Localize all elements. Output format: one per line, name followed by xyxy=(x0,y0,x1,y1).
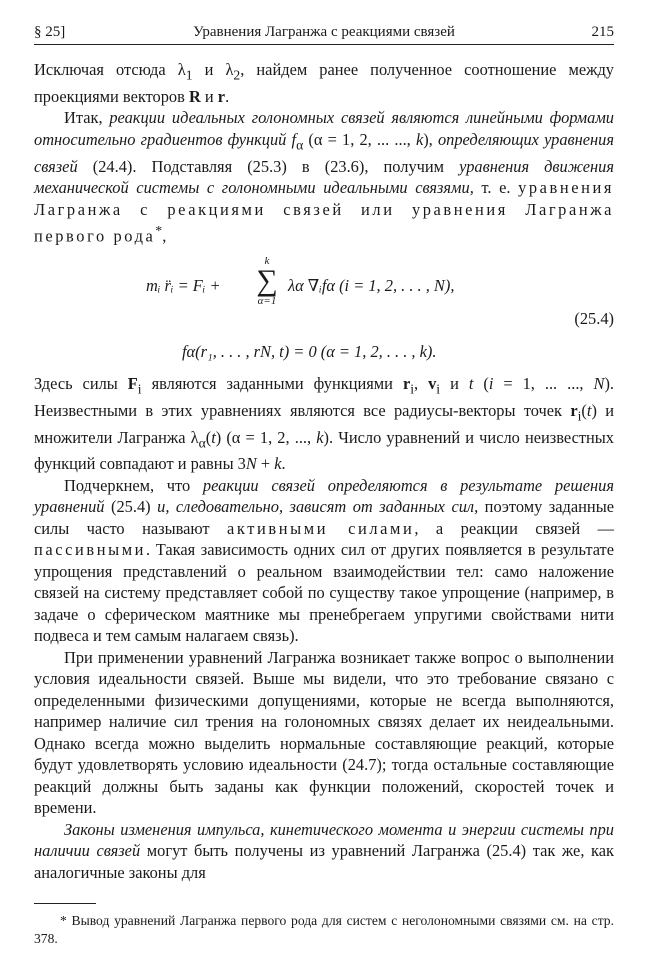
text-run: ( xyxy=(205,427,212,447)
book-page xyxy=(34,22,614,948)
sum-lower-limit: α=1 xyxy=(257,295,277,308)
text-run: . xyxy=(281,454,286,474)
text-run: k xyxy=(316,427,324,447)
paragraph-6 xyxy=(34,819,614,884)
text-run: i xyxy=(137,381,142,397)
equation-line1-left: mᵢ r̈ᵢ = Fᵢ + xyxy=(146,276,221,296)
text-run: реакции идеальных голономных связей являются линейными формами относительно градиентов функций xyxy=(34,108,614,149)
equation-tag: (25.4) xyxy=(574,309,614,329)
text-run: Законы изменения импульса, кинетического момента и энергии системы при наличии связей xyxy=(34,819,614,861)
text-run: ), xyxy=(423,129,438,149)
equation-line1-right: λα ∇ᵢfα (i = 1, 2, . . . , N), xyxy=(288,276,455,296)
text-run: F xyxy=(127,374,138,394)
equation-line2: fα(r₁, . . . , rN, t) = 0 (α = 1, 2, . . . , k). xyxy=(182,342,437,362)
text-run: α xyxy=(296,137,304,153)
summation xyxy=(252,255,282,307)
running-header xyxy=(34,22,614,45)
text-run: , xyxy=(414,374,429,394)
page-number: 215 xyxy=(591,24,614,40)
text-run: α xyxy=(198,434,206,450)
text-run: . xyxy=(225,86,230,106)
text-run: ( xyxy=(581,400,587,420)
text-run: Итак, xyxy=(64,108,110,128)
text-run: ). Число уравнений и число неизвестных функций совпадают и равны 3 xyxy=(34,427,615,474)
text-run: и, следовательно, зависят от заданных сил, xyxy=(157,497,479,517)
text-run: N xyxy=(245,454,257,474)
running-title: Уравнения Лагранжа с реакциями связей xyxy=(193,24,455,40)
text-run: т. е. xyxy=(473,178,519,198)
text-run: * xyxy=(155,223,163,239)
text-run: ). Неизвестными в этих уравнениях являются все радиусы-векторы точек xyxy=(34,374,615,420)
text-run: r xyxy=(217,86,226,106)
text-run: уравнения движения механической системы с голономными идеальными связями, xyxy=(34,156,614,198)
paragraph-1 xyxy=(34,59,614,107)
text-run: Исключая отсюда λ xyxy=(34,60,186,79)
text-run: поэтому заданные силы часто называют xyxy=(34,497,614,538)
text-run: r xyxy=(402,374,411,394)
text-run: R xyxy=(188,86,201,106)
text-run: (24.4). Подставляя (25.3) в (23.6), получим xyxy=(77,156,460,176)
footnote: * Вывод уравнений Лагранжа первого рода для систем с неголономными связями см. на стр. 378. xyxy=(34,913,614,947)
text-run: Подчеркнем, что xyxy=(64,475,203,495)
footnote-rule xyxy=(34,903,96,904)
text-run: r xyxy=(570,400,578,420)
sum-symbol: ∑ xyxy=(256,264,278,298)
text-run: i xyxy=(436,381,441,397)
text-run: являются заданными функциями xyxy=(141,374,403,394)
text-run: ) (α = 1, 2, ..., xyxy=(215,427,317,447)
text-run: (α = 1, 2, ... ..., xyxy=(303,129,416,149)
text-run: пассивными xyxy=(34,540,147,560)
text-run: f xyxy=(291,129,297,149)
text-run: , найдем ранее полученное соотношение между проекциями векторов xyxy=(34,60,614,106)
text-run: , xyxy=(162,226,167,246)
text-run: t xyxy=(211,427,216,447)
text-run: определяющих уравнения связей xyxy=(34,129,614,176)
text-run: уравнения Лагранжа с реакциями связей или уравнения Лагранжа первого рода xyxy=(34,178,614,246)
text-run: 1 xyxy=(185,67,193,83)
text-run: При применении уравнений Лагранжа возникает также вопрос о выполнении условия идеальности связей. Выше мы видели, что это требование связано с определенными физическими допущениями, которые не всегда выполняются, например наличие сил трения на голономных связях делает их неидеальными. Однако всегда можно выделить нормальные составляющие реакций, которые будут удовлетворять условию идеальности (24.7); тогда остальные составляющие реакций должны быть заданы как функции положений, скоростей точек и времени. xyxy=(34,647,614,818)
text-run: реакции связей определяются в результате решения уравнений xyxy=(34,475,614,517)
text-run: N xyxy=(593,374,605,394)
paragraph-3 xyxy=(34,373,614,475)
text-run: , а реакции связей — xyxy=(414,518,615,538)
text-run: могут быть получены из уравнений Лагранжа (25.4) так же, как аналогичные законы для xyxy=(34,841,614,882)
text-run: t xyxy=(468,374,474,394)
text-run: и xyxy=(440,374,469,394)
text-run: i xyxy=(577,408,582,424)
text-run: + xyxy=(256,454,275,474)
text-run: (25.4) xyxy=(104,497,158,517)
section-ref: § 25] xyxy=(34,24,66,40)
paragraph-5 xyxy=(34,647,614,819)
sum-upper-limit: k xyxy=(264,255,270,268)
text-run: 2 xyxy=(233,67,241,83)
text-run: ) и множители Лагранжа λ xyxy=(34,400,614,447)
text-run: активными силами xyxy=(227,518,415,538)
page-body xyxy=(34,59,614,883)
text-run: = 1, ... ..., xyxy=(493,374,594,394)
paragraph-2 xyxy=(34,107,614,247)
text-run: k xyxy=(274,454,282,474)
equation-25-4 xyxy=(34,253,614,369)
paragraph-4 xyxy=(34,475,614,647)
text-run: . Такая зависимость одних сил от других появляется в результате упрощения представлений о реальном взаимодействии тел: само наложение связей на систему представляет собой по существу такое упрощение (например, в задаче о сферическом маятнике мы пренебрегаем упругими свойствами нити подвеса и тем самым налагаем связь). xyxy=(34,540,614,646)
text-run: t xyxy=(586,400,592,420)
text-run: и xyxy=(200,86,218,106)
text-run: v xyxy=(428,374,437,394)
text-run: и λ xyxy=(192,60,234,79)
text-run: Здесь силы xyxy=(34,374,128,394)
text-run: ( xyxy=(473,374,489,394)
text-run: i xyxy=(488,374,494,394)
text-run: i xyxy=(410,381,415,397)
text-run: k xyxy=(415,129,424,149)
